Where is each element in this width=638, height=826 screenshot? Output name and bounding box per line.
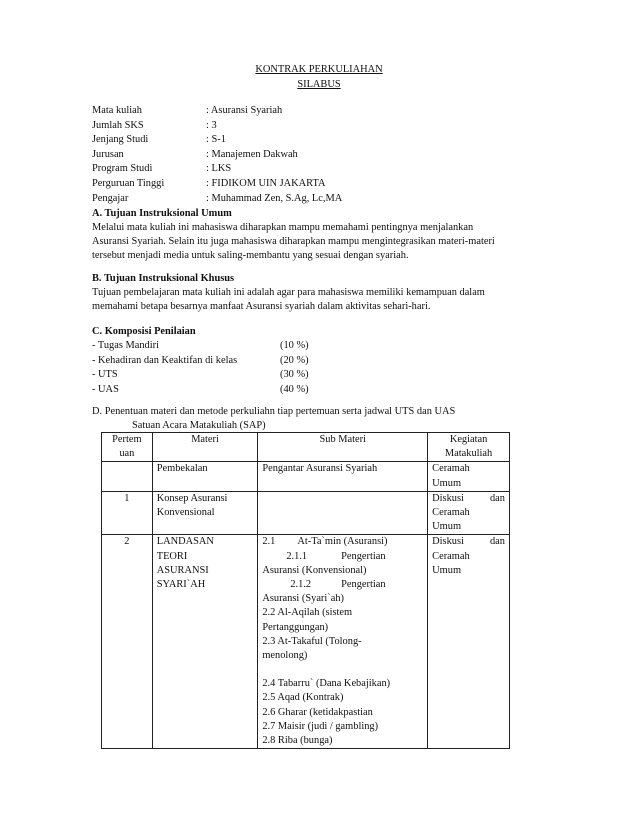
header-sub-materi xyxy=(258,433,428,462)
info-label: Pengajar xyxy=(92,192,129,204)
grade-row xyxy=(92,383,309,398)
cell-text: Konvensional xyxy=(156,507,215,519)
cell-text: Ceramah xyxy=(432,463,470,475)
header-text: Sub Materi xyxy=(319,434,366,445)
grade-value: (20 %) xyxy=(280,354,309,366)
cell-kegiatan xyxy=(428,462,510,491)
grade-value: (40 %) xyxy=(280,383,309,395)
paragraph-line: Melalui mata kuliah ini mahasiswa diharapkan mampu memahami pentingnya menjalankan xyxy=(92,222,474,233)
info-row xyxy=(92,192,342,207)
header-kegiatan xyxy=(428,433,510,462)
cell-text: Umum xyxy=(432,477,462,489)
sub-text: Pengertian xyxy=(341,579,386,591)
sub-number: 2.1 xyxy=(262,536,276,548)
info-value: : Manajemen Dakwah xyxy=(206,148,298,160)
grade-label: - UAS xyxy=(92,383,119,395)
cell-text: dan xyxy=(489,492,505,504)
info-row xyxy=(92,119,342,134)
cell-text: Ceramah xyxy=(432,507,470,519)
info-row xyxy=(92,133,342,148)
cell-kegiatan xyxy=(428,535,510,749)
grade-row xyxy=(92,339,309,354)
cell-text: Ceramah xyxy=(432,550,470,562)
paragraph-line: Asuransi Syariah. Selain itu juga mahasiswa diharapkan mampu mengintegrasikan materi-materi xyxy=(92,236,495,248)
cell-text-justified xyxy=(432,535,505,549)
info-value: : S-1 xyxy=(206,134,226,146)
info-label: Program Studi xyxy=(92,163,153,175)
cell-text: 2.2 Al-Aqilah (sistem xyxy=(262,607,353,619)
info-label: Mata kuliah xyxy=(92,105,142,116)
table-row xyxy=(102,462,510,491)
cell-text: Asuransi (Konvensional) xyxy=(262,564,367,576)
cell-text: 2.4 Tabarru` (Dana Kebajikan) xyxy=(262,678,391,690)
cell-text: menolong) xyxy=(262,650,308,662)
table-row xyxy=(102,535,510,749)
info-row xyxy=(92,177,342,192)
cell-text xyxy=(262,578,423,592)
cell-text: ASURANSI xyxy=(156,564,209,576)
sub-number: 2.1.2 xyxy=(290,579,312,591)
cell-text: SYARI`AH xyxy=(156,579,206,591)
table-row xyxy=(102,491,510,535)
cell-text: TEORI xyxy=(156,550,188,562)
cell-text: Pertanggungan) xyxy=(262,621,329,633)
cell-text: Diskusi xyxy=(432,492,464,504)
section-a-heading: A. Tujuan Instruksional Umum xyxy=(92,208,232,219)
cell-text-justified xyxy=(432,492,505,506)
paragraph-line: Tujuan pembelajaran mata kuliah ini adalah agar para mahasiswa memiliki kemampuan dalam xyxy=(92,287,485,298)
header-text: Matakuliah xyxy=(444,448,493,460)
section-c-heading: C. Komposisi Penilaian xyxy=(92,326,196,337)
info-label: Jurusan xyxy=(92,148,124,160)
cell-materi xyxy=(152,535,258,749)
cell-sub-materi: Pengantar Asuransi Syariah xyxy=(258,462,428,491)
sap-label: Satuan Acara Matakuliah (SAP) xyxy=(132,420,266,431)
cell-no: 2 xyxy=(102,535,153,749)
info-row xyxy=(92,148,342,163)
grade-label: - Kehadiran dan Keaktifan di kelas xyxy=(92,354,238,366)
cell-no: 1 xyxy=(102,491,153,535)
info-label: Jenjang Studi xyxy=(92,134,149,146)
header-pertemuan xyxy=(102,433,153,462)
info-label: Perguruan Tinggi xyxy=(92,177,165,189)
info-value: : Asuransi Syariah xyxy=(206,105,283,116)
cell-text: 2.6 Gharar (ketidakpastian xyxy=(262,706,373,718)
grade-label: - Tugas Mandiri xyxy=(92,340,159,351)
header-text: uan xyxy=(119,448,135,460)
cell-text: 2.3 At-Takaful (Tolong- xyxy=(262,635,362,647)
info-row xyxy=(92,162,342,177)
spacer xyxy=(262,663,423,677)
cell-text: Asuransi (Syari`ah) xyxy=(262,593,345,605)
sub-number: 2.1.1 xyxy=(286,550,308,562)
cell-text xyxy=(262,550,423,564)
grade-value: (10 %) xyxy=(280,340,309,351)
header-text: Pertem xyxy=(112,434,142,445)
paragraph-line: tersebut menjadi media untuk saling-membantu yang sesuai dengan syariah. xyxy=(92,250,409,262)
grade-label: - UTS xyxy=(92,369,118,381)
header-text: Kegiatan xyxy=(449,434,488,445)
course-info xyxy=(92,104,342,206)
grade-row xyxy=(92,368,309,383)
info-value: : LKS xyxy=(206,163,232,175)
cell-text: LANDASAN xyxy=(156,536,214,548)
cell-sub-materi xyxy=(258,535,428,749)
section-d-line: D. Penentuan materi dan metode perkuliahn tiap pertemuan serta jadwal UTS dan UAS xyxy=(92,406,456,417)
info-value: : Muhammad Zen, S.Ag, Lc,MA xyxy=(206,192,343,204)
header-text: Materi xyxy=(191,434,219,445)
sub-text: At-Ta`min (Asuransi) xyxy=(297,536,388,548)
document-title-block xyxy=(0,62,638,92)
section-b-paragraph xyxy=(92,286,552,314)
info-row xyxy=(92,104,342,119)
info-value: : 3 xyxy=(206,119,217,131)
cell-text: Konsep Asuransi xyxy=(156,492,228,504)
cell-text: dan xyxy=(489,536,505,548)
cell-text: 2.7 Maisir (judi / gambling) xyxy=(262,720,379,732)
cell-text: 2.5 Aqad (Kontrak) xyxy=(262,692,344,704)
sap-table xyxy=(101,432,510,749)
table-header-row xyxy=(102,433,510,462)
cell-text: 2.8 Riba (bunga) xyxy=(262,735,333,747)
section-a-paragraph xyxy=(92,221,552,264)
cell-kegiatan xyxy=(428,491,510,535)
header-materi xyxy=(152,433,258,462)
grade-value: (30 %) xyxy=(280,369,309,381)
grade-row xyxy=(92,354,309,369)
cell-text: Umum xyxy=(432,521,462,533)
cell-text xyxy=(262,535,423,549)
grading-composition xyxy=(92,339,309,397)
document-title: KONTRAK PERKULIAHAN xyxy=(255,64,383,75)
cell-materi: Pembekalan xyxy=(152,462,258,491)
section-b-heading: B. Tujuan Instruksional Khusus xyxy=(92,273,235,284)
document-subtitle: SILABUS xyxy=(297,79,341,90)
cell-sub-materi xyxy=(258,491,428,535)
cell-no xyxy=(102,462,153,491)
cell-text: Diskusi xyxy=(432,536,464,548)
cell-materi xyxy=(152,491,258,535)
sub-text: Pengertian xyxy=(341,550,386,562)
info-label: Jumlah SKS xyxy=(92,119,144,131)
cell-text: Umum xyxy=(432,564,462,576)
paragraph-line: memahami betapa besarnya manfaat Asuransi syariah dalam aktivitas sehari-hari. xyxy=(92,301,431,313)
info-value: : FIDIKOM UIN JAKARTA xyxy=(206,177,326,189)
